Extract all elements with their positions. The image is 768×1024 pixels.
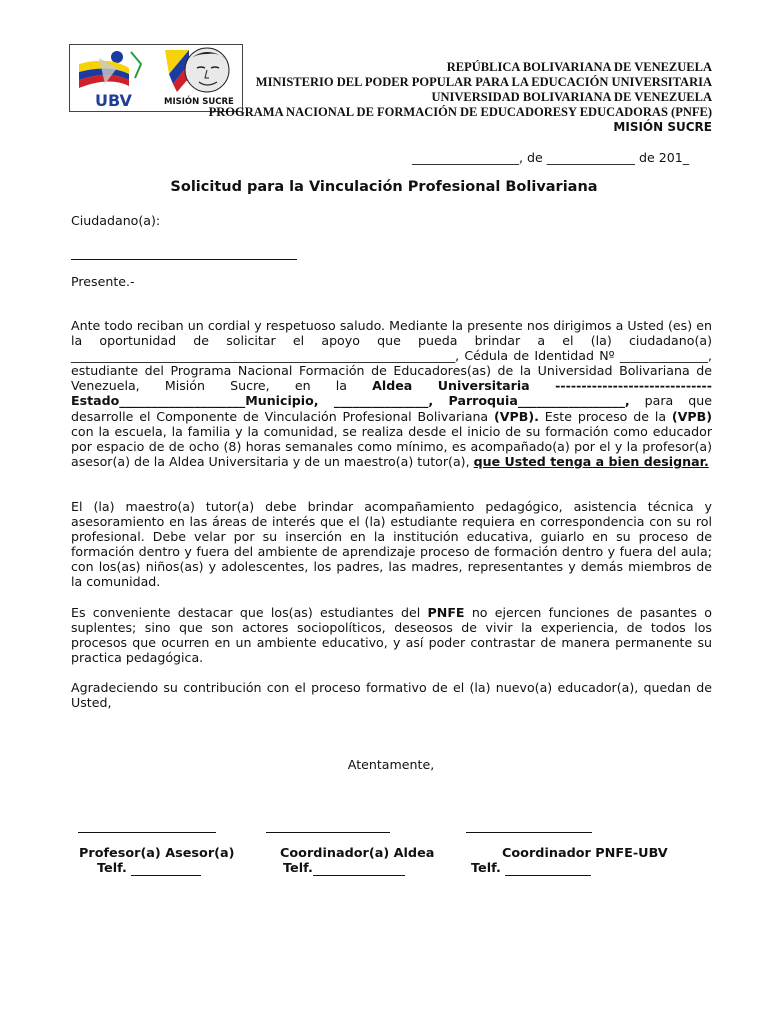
paragraph-thanks: Agradeciendo su contribución con el proceso formativo de el (la) nuevo(a) educador(a), quedan de Usted, [71,680,712,711]
aldea-fields: Aldea Universitaria ------------------------------ Estado____________________Municipio, _______________, Parroquia_________________, [71,378,712,409]
presente: Presente.- [71,274,135,289]
recipient-blank-line [71,259,297,260]
mision-sucre-logo-text: MISIÓN SUCRE [164,97,234,107]
header-line-5: MISIÓN SUCRE [613,120,712,134]
header-line-4: PROGRAMA NACIONAL DE FORMACIÓN DE EDUCADORESY EDUCADORAS (PNFE) [208,105,712,119]
signature-block-coordinador-aldea [266,832,392,833]
vpb-abbrev-1: (VPB). [494,408,539,424]
signature-telf-profesor [97,861,201,876]
date-line: _________________, de ______________ de 201_ [412,150,690,165]
p1-text-d: con la escuela, la familia y la comunidad, se realiza desde el inicio de su formación como educador por espacio de de ocho (8) horas semanales como mínimo, es acompañado(a) por el y la profesor(a) asesor(a) de la Aldea Universitaria y de un maestro(a) tutor(a), [71,423,712,469]
telf-label: Telf. [97,861,127,876]
signature-label-profesor: Profesor(a) Asesor(a) [79,846,235,861]
telf-blank [131,875,201,876]
telf-blank [313,875,405,876]
signature-line [466,832,592,833]
signature-telf-coordinador-aldea [283,861,405,876]
signature-label-coordinador-aldea: Coordinador(a) Aldea [280,846,435,861]
p3-text-b: no ejercen funciones de pasantes o suplentes; sino que son actores sociopolíticos, deseosos de vivir la experiencia, de todos los procesos que ocurren en un ambiente educativo, y así poder contrastar de manera permanente su practica pedagógica. [71,605,712,666]
signature-line [266,832,390,833]
header-line-3: UNIVERSIDAD BOLIVARIANA DE VENEZUELA [431,90,712,104]
p1-text-b: para que desarrolle el Componente de Vinculación Profesional Bolivariana [71,393,712,424]
salutation: Ciudadano(a): [71,213,161,228]
closing: Atentamente, [347,757,435,772]
header-line-1: REPÚBLICA BOLIVARIANA DE VENEZUELA [446,60,712,74]
paragraph-request [71,318,712,469]
signature-label-coordinador-pnfe: Coordinador PNFE-UBV [502,846,668,861]
designation-phrase: que Usted tenga a bien designar. [473,453,709,469]
document-title: Solicitud para la Vinculación Profesional Bolivariana [170,179,598,195]
paragraph-tutor-role: El (la) maestro(a) tutor(a) debe brindar acompañamiento pedagógico, asistencia técnica y asesoramiento en las áreas de interés que el (la) estudiante requiera en correspondencia con su rol profesional. Debe velar por su inserción en la institución educativa, guiarlo en su proceso de formación dentro y fuera del ambiente de aprendizaje proceso de formación dentro y fuera del aula; con los(as) niños(as) y adolescentes, los padres, las madres, representantes y demás miembros de la comunidad. [71,499,712,590]
header-line-2: MINISTERIO DEL PODER POPULAR PARA LA EDUCACIÓN UNIVERSITARIA [255,75,712,89]
pnfe-abbrev: PNFE [427,605,465,620]
institution-header [192,60,712,135]
p1-text-a: Ante todo reciban un cordial y respetuoso saludo. Mediante la presente nos dirigimos a Usted (es) en la oportunidad de solicitar el apoyo que pueda brindar a el (la) ciudadano(a) _____________________________________________________________, Cédula de Identidad Nº ______________, estudiante del Programa Nacional Formación de Educadores(as) de la Universidad Bolivariana de Venezuela, Misión Sucre, en la [71,318,712,394]
signature-block-profesor [78,832,218,833]
telf-blank [505,875,591,876]
vpb-abbrev-2: (VPB) [671,408,712,424]
signature-telf-coordinador-pnfe [471,861,591,876]
paragraph-students [71,605,712,665]
ubv-logo-text: UBV [95,91,132,110]
p1-text-c: Este proceso de la [538,408,672,424]
telf-label: Telf. [283,861,313,876]
signature-line [78,832,216,833]
p3-text-a: Es conveniente destacar que los(as) estudiantes del [71,605,428,620]
signature-block-coordinador-pnfe [466,832,594,833]
telf-label: Telf. [471,861,501,876]
